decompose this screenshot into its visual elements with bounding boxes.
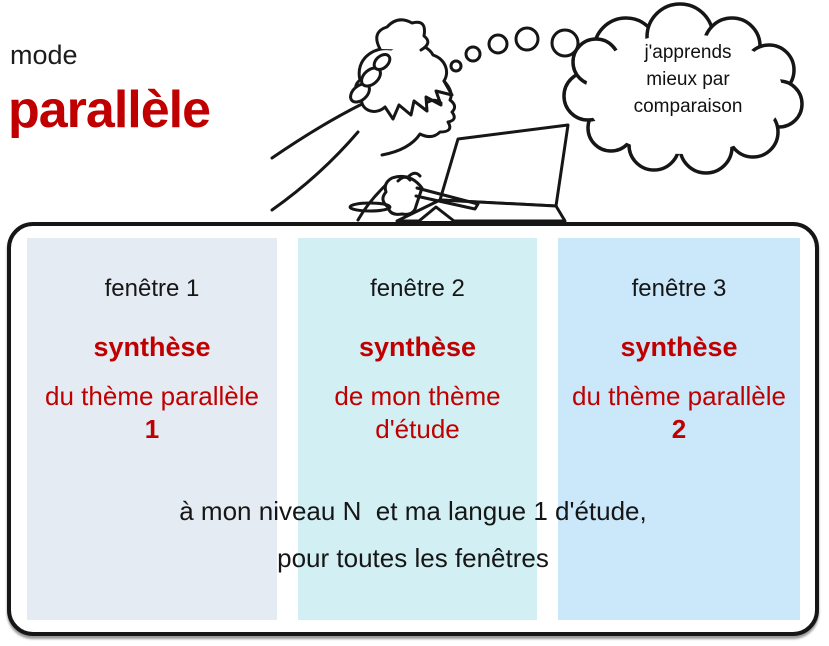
thought-cloud-text <box>584 39 792 120</box>
window-2-detail: de mon thème <box>334 381 501 411</box>
window-2-heading: synthèse <box>358 332 477 362</box>
page-title: parallèle <box>8 81 211 139</box>
thought-cloud <box>556 4 820 176</box>
thought-line: j'apprends <box>644 42 732 63</box>
thought-trail-dots-icon <box>451 28 578 71</box>
window-2-label: fenêtre 2 <box>370 275 465 302</box>
window-3-number: 2 <box>671 414 687 444</box>
person-at-laptop-sketch-icon <box>270 8 590 224</box>
parallel-mode-board <box>7 222 819 636</box>
mode-kicker: mode <box>10 40 78 70</box>
thought-line: comparaison <box>633 96 743 117</box>
window-1-heading: synthèse <box>93 332 211 362</box>
window-3-label: fenêtre 3 <box>631 275 727 302</box>
window-2-detail-line2: d'étude <box>375 414 460 444</box>
window-1-label: fenêtre 1 <box>104 275 200 302</box>
window-1-number: 1 <box>144 414 160 444</box>
thought-line: mieux par <box>646 69 730 90</box>
board-footer-line-1: à mon niveau N et ma langue 1 d'étude, <box>179 496 647 526</box>
window-1-detail: du thème parallèle <box>45 381 259 411</box>
board-footer-line-2: pour toutes les fenêtres <box>277 543 549 573</box>
window-3-heading: synthèse <box>620 332 738 362</box>
laptop-sketch <box>397 125 568 221</box>
window-3-detail: du thème parallèle <box>572 381 786 411</box>
